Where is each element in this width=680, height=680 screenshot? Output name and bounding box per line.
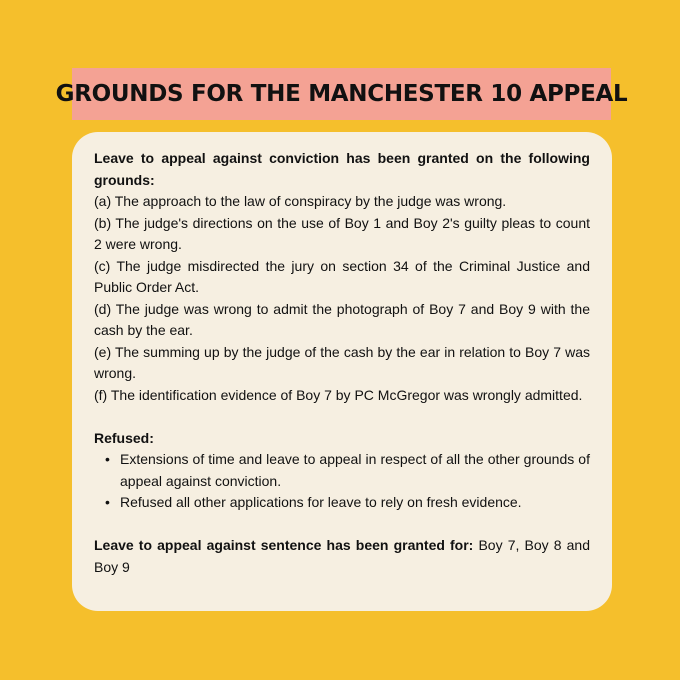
- ground-e: (e) The summing up by the judge of the cash by the ear in relation to Boy 7 was wrong.: [94, 343, 590, 381]
- refused-item-text: Refused all other applications for leave to rely on fresh evidence.: [120, 494, 522, 510]
- list-item: [105, 449, 590, 492]
- content-card: [72, 132, 612, 611]
- ground-d: (d) The judge was wrong to admit the photograph of Boy 7 and Boy 9 with the cash by the ear.: [94, 300, 590, 338]
- ground-b: (b) The judge's directions on the use of Boy 1 and Boy 2's guilty pleas to count 2 were wrong.: [94, 214, 590, 252]
- section-spacer: [94, 406, 590, 428]
- conviction-heading: Leave to appeal against conviction has been granted on the following grounds:: [94, 150, 590, 188]
- page-title: GROUNDS FOR THE MANCHESTER 10 APPEAL: [55, 81, 628, 107]
- sentence-label: Leave to appeal against sentence has been granted for:: [94, 537, 474, 553]
- ground-c: (c) The judge misdirected the jury on section 34 of the Criminal Justice and Public Order Act.: [94, 257, 590, 295]
- ground-a: (a) The approach to the law of conspiracy by the judge was wrong.: [94, 193, 507, 209]
- refused-list: [94, 449, 590, 514]
- list-item: [105, 492, 590, 514]
- section-spacer: [94, 514, 590, 536]
- refused-heading: Refused:: [94, 429, 154, 446]
- bullet-dot-icon: •: [105, 494, 110, 510]
- bullet-dot-icon: •: [105, 451, 110, 467]
- title-banner: [55, 68, 628, 120]
- sentence-value: Boy 7, Boy 8 and Boy 9: [94, 537, 590, 575]
- ground-f: (f) The identification evidence of Boy 7 by PC McGregor was wrongly admitted.: [94, 386, 583, 403]
- refused-item-text: Extensions of time and leave to appeal in respect of all the other grounds of appeal against conviction.: [120, 451, 590, 489]
- sentence-paragraph: [94, 535, 590, 578]
